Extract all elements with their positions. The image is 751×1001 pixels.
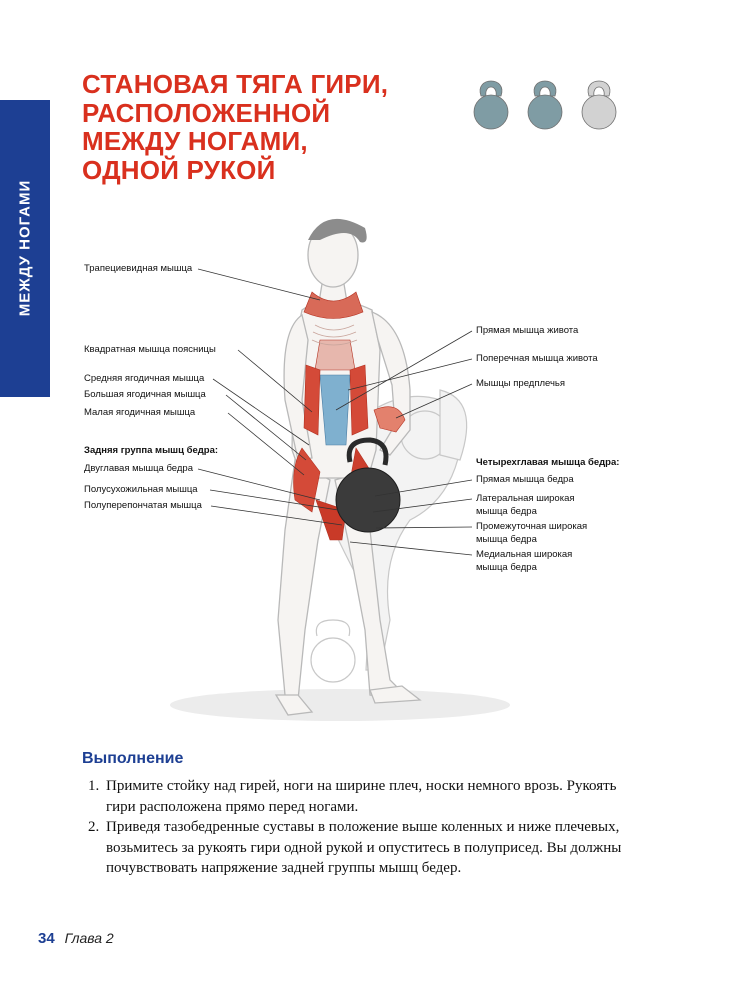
kettlebell-icon [582,81,616,129]
label-vastus-medialis: Медиальная широкая мышца бедра [476,549,573,573]
label-hamstrings-heading: Задняя группа мышц бедра: [84,445,219,456]
step-text: Приведя тазобедренные суставы в положение выше коленных и ниже плечевых, возьмитесь за рукоять гири одной рукой и опуститесь в полуприсед. Вы должны почувствовать напряжение задней группы мышц бедер. [106,819,622,876]
step-number: 1. [88,778,100,794]
label-transversus-abdominis: Поперечная мышца живота [476,353,598,364]
label-quadriceps-heading: Четырехглавая мышца бедра: [476,457,620,468]
chapter-label: Глава 2 [64,930,114,946]
title-line-3: МЕЖДУ НОГАМИ, [82,126,308,156]
execution-heading: Выполнение [82,750,184,767]
label-vastus-lateralis: Латеральная широкая мышца бедра [476,493,575,517]
page-footer [38,930,114,947]
label-gluteus-maximus: Большая ягодичная мышца [84,389,206,400]
execution-steps [88,776,626,879]
kettlebell-icon [528,81,562,129]
label-quadratus-lumborum: Квадратная мышца поясницы [84,344,216,355]
anatomy-illustration [80,200,680,730]
title-line-2: РАСПОЛОЖЕННОЙ [82,97,331,128]
label-semitendinosus: Полусухожильная мышца [84,484,198,495]
label-rectus-abdominis: Прямая мышца живота [476,325,579,336]
kettlebell-icon [474,81,508,129]
step-number: 2. [88,819,100,835]
page-number: 34 [38,930,55,947]
label-gluteus-medius: Средняя ягодичная мышца [84,373,205,384]
label-trapezius: Трапециевидная мышца [84,263,193,274]
title-line-1: СТАНОВАЯ ТЯГА ГИРИ, [82,69,389,99]
label-forearm-muscles: Мышцы предплечья [476,378,566,389]
title-line-4: ОДНОЙ РУКОЙ [82,154,276,185]
label-rectus-femoris: Прямая мышца бедра [476,474,574,485]
label-gluteus-minimus: Малая ягодичная мышца [84,407,196,418]
side-tab-label: МЕЖДУ НОГАМИ [16,179,34,317]
step-item [88,817,626,879]
difficulty-rating [468,73,628,131]
step-text: Примите стойку над гирей, ноги на ширине плеч, носки немного врозь. Рукоять гири расположена прямо перед ногами. [106,778,617,815]
label-biceps-femoris: Двуглавая мышца бедра [84,463,193,474]
exercise-title [82,70,442,184]
label-semimembranosus: Полуперепончатая мышца [84,500,202,511]
label-vastus-intermedius: Промежуточная широкая мышца бедра [476,521,588,545]
step-item [88,776,626,817]
